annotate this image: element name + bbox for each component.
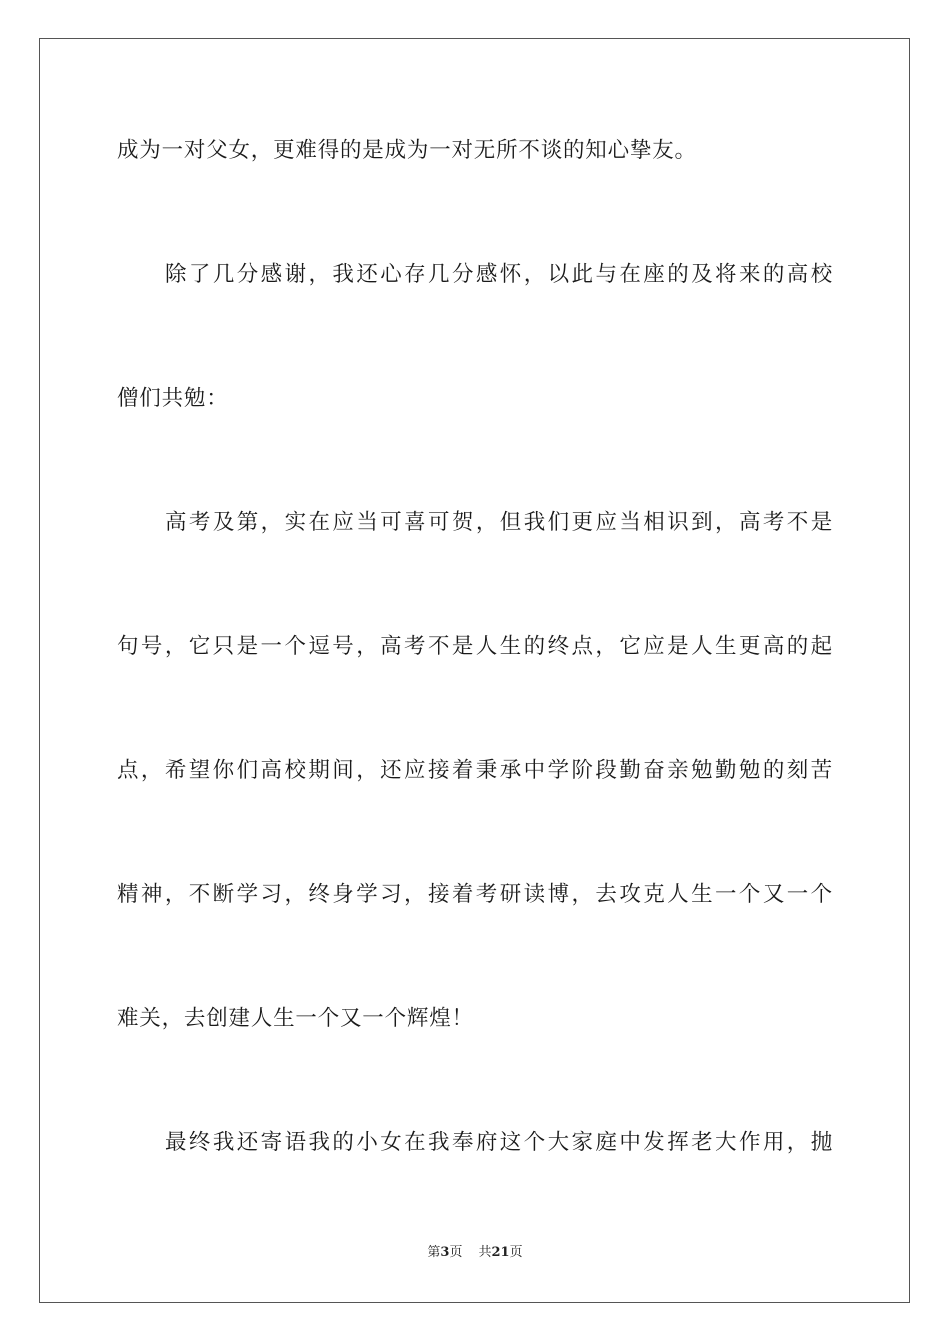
text-line-7: 精神，不断学习，终身学习，接着考研读博，去攻克人生一个又一个 [117, 882, 833, 907]
page-suffix: 页 [449, 1245, 463, 1260]
total-prefix: 共 [478, 1245, 492, 1260]
text-line-3: 僧们共勉： [117, 386, 229, 411]
text-line-6: 点，希望你们高校期间，还应接着秉承中学阶段勤奋亲勉勤勉的刻苦 [117, 758, 833, 783]
text-line-1: 成为一对父女，更难得的是成为一对无所不谈的知心挚友。 [117, 138, 697, 163]
total-suffix: 页 [509, 1245, 523, 1260]
page-footer [0, 1244, 950, 1262]
text-line-9: 最终我还寄语我的小女在我奉府这个大家庭中发挥老大作用，抛 [165, 1130, 833, 1155]
total-pages: 21 [491, 1245, 510, 1260]
text-line-8: 难关，去创建人生一个又一个辉煌！ [117, 1006, 474, 1031]
text-line-5: 句号，它只是一个逗号，高考不是人生的终点，它应是人生更高的起 [117, 634, 833, 659]
text-line-4: 高考及第，实在应当可喜可贺，但我们更应当相识到，高考不是 [165, 510, 833, 535]
page-prefix: 第 [427, 1245, 441, 1260]
page-border [39, 38, 910, 1303]
text-line-2: 除了几分感谢，我还心存几分感怀，以此与在座的及将来的高校 [165, 262, 833, 287]
page-number: 3 [440, 1245, 450, 1260]
